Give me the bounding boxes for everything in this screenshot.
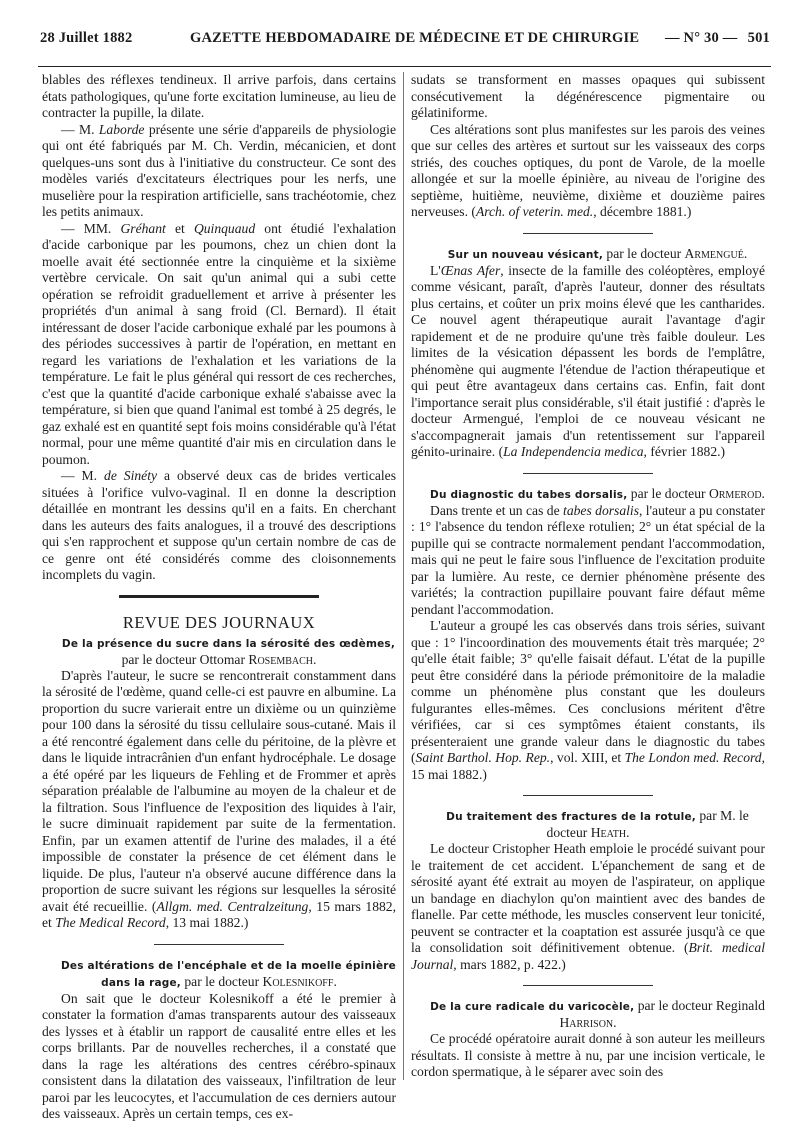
paragraph-text: ont étudié l'exhalation d'acide carbonique par les poumons, chez un chien dont la moelle avait été sectionnée entre la cinquième et la sixième vertèbre cervicale. On sait qu'un animal qui a subi cette opération se refroidit graduellement et arrive à présenter les propriétés d'un animal à sang froid (Cl. Bernard). Il était intéressant de doser l'acide carbonique exhalé par les poumons à des périodes successives à partir de l'opération, en mettant en regard les variations de l'exhalation et les variations de la température. Le fait le plus général qui ressort de ces recherches, c'est que la quantité d'acide carbonique exhalé s'abaisse avec la température, si bien que quand l'animal est tombé à 25 degrés, le gaz exhalé est en quantité sept fois moins considérable qu'à l'état normal, pour une même quantité d'air mis en circulation dans le poumon.	[42, 220, 397, 467]
author-name: Gréhant	[120, 220, 166, 236]
article-title-vesicant	[411, 246, 765, 263]
paragraph-text: , l'auteur a pu constater : 1° l'absence du tendon réflexe rotulien; 2° un état spécial de la pupille qui se contracte normalement pendant l'accommodation, mais qui ne peut le faire sous l'influence de l'excitation produite par la lumière. Au reste, ce dernier phénomène présente des variétés; la contraction pupillaire pouvant faire défaut même pendant l'accommodation.	[411, 502, 765, 617]
right-column	[411, 72, 765, 1081]
article-title-bold: Des altérations de l'encéphale et de la moelle épinière dans la rage,	[61, 959, 396, 989]
article-body-rotule	[411, 841, 765, 973]
species-name: Œnas Afer	[440, 262, 501, 278]
author-name: Laborde	[98, 121, 145, 137]
section-heading-revue: REVUE DES JOURNAUX	[122, 612, 316, 632]
paragraph-text: Dans trente et un cas de	[430, 502, 564, 518]
article-author: Heath	[590, 825, 627, 840]
paragraph-continued: sudats se transforment en masses opaques qui subissent consécutivement la dégénérescence pigmentaire ou gélatiniforme.	[411, 72, 765, 120]
article-title-end: .	[626, 825, 630, 840]
citation: Brit. medical Journal	[411, 940, 765, 972]
citation: The London med. Record	[624, 750, 762, 765]
paragraph-text: , 15 mars 1882, et	[42, 898, 397, 930]
paragraph-text: , mars 1882, p. 422.)	[453, 956, 566, 972]
article-title-end: .	[761, 485, 765, 501]
article-separator	[523, 984, 653, 987]
paragraph-text: L'	[430, 262, 441, 278]
paragraph-alterations	[411, 122, 765, 221]
author-name: Quinquaud	[193, 220, 256, 236]
article-author: Kolesnikoff	[262, 973, 334, 989]
conjunction: et	[165, 220, 194, 236]
article-body-vesicant	[411, 263, 765, 461]
paragraph-text: D'après l'auteur, le sucre se rencontrerait constamment dans la sérosité de l'œdème, quand celle-ci est pauvre en albumine. La proportion du sucre varierait entre un dixième ou un quinzième pour 100 dans la sérosité du tissu cellulaire sous-cutané. Mais il a été rencontré également dans celle du péritoine, de la plèvre et dans le liquide intracrânien d'un enfant hydrocéphale. Le dosage a été opéré par les liqueurs de Fehling et de Frommer et après séparation préalable de l'albumine au moyen de la chaleur et de la filtration. Sous l'influence de l'exposition des liquides à l'air, le sucre diminuait rapidement par suite de la fermentation. Enfin, par un examen attentif de l'urine des malades, il a été impossible de constater la présence de cet élément dans le liquide. De plus, l'auteur n'a observé aucune différence dans la proportion de sucre suivant les régions sur lesquelles la sérosité avait été recueillie. (	[42, 667, 396, 914]
article-separator	[523, 472, 653, 475]
paragraph-text: , 15 mai 1882.)	[411, 750, 765, 782]
citation: La Independencia medica	[503, 444, 644, 459]
article-author: Rosembach	[248, 651, 314, 667]
paragraph-text: , insecte de la famille des coléoptères, employé comme vésicant, paraît, d'après l'auteur, donner des résultats plus certains, et coûter un prix moins élevé que les cantharides. Ce nouvel agent thérapeutique aurait l'avantage d'agir rapidement et de ne produire qu'une très faible douleur. Les limites de la vésication dépassent les bords de l'emplâtre, phénomène qui augmente l'étendue de l'action thérapeutique et qui peut être avantageux dans certains cas. Enfin, fait dont l'importance serait plus considérable, s'il était justifié : d'après le docteur Armengué, l'emploi de ce nouveau vésicant ne s'accompagnerait jamais d'un retentissement sur l'appareil génito-urinaire. (	[411, 262, 765, 459]
citation: Allgm. med. Centralzeitung	[156, 898, 309, 914]
article-title-bold: Du traitement des fractures de la rotule,	[446, 811, 696, 823]
paragraph-continued: blables des réflexes tendineux. Il arrive parfois, dans certains états pathologiques, qu'une forte excitation lumineuse, au lieu de contracter la pupille, la dilate.	[42, 72, 396, 120]
author-name: de Sinéty	[104, 468, 158, 483]
article-separator	[154, 943, 284, 946]
article-body-sucre	[42, 668, 396, 932]
paragraph-laborde	[42, 122, 396, 221]
citation: Arch. of veterin. med.	[475, 204, 594, 219]
article-body-varicocele: Ce procédé opératoire aurait donné à son auteur les meilleurs résultats. Il consiste à mettre à nu, par une incision verticale, le cordon spermatique, à le séparer avec soin des	[411, 1031, 765, 1079]
left-column	[42, 72, 396, 1123]
header-rule	[38, 66, 771, 67]
article-byline: par le docteur Ottomar	[121, 651, 249, 667]
article-title-sucre	[42, 635, 396, 668]
article-title-tabes	[411, 486, 765, 503]
article-author: Armengué	[684, 245, 744, 261]
article-byline: par le docteur Reginald	[634, 998, 765, 1013]
article-title-bold: Du diagnostic du tabes dorsalis,	[430, 488, 628, 501]
article-title-end: .	[743, 245, 748, 261]
section-separator	[119, 594, 319, 599]
article-byline: par M. le docteur	[546, 808, 749, 840]
paragraph-text: , février 1882.)	[643, 444, 726, 459]
article-byline: par le docteur	[603, 245, 685, 261]
citation: Saint Barthol. Hop. Rep.	[415, 750, 551, 765]
paragraph-text: L'auteur a groupé les cas observés dans trois séries, suivant que : 1° l'incoordination des mouvements était très marquée; 2° qu'elle était faible; 3° qu'elle faisait défaut. L'état de la pupille peut être considéré dans la période prémonitoire de la maladie comme un phénomène plus constant que les douleurs fulgurantes elles-mêmes. Ces conclusions méritent d'être vérifiées, car si ces symptômes étaient constants, ils présenteraient une grande valeur dans le diagnostic du tabes (	[411, 618, 765, 765]
article-author: Ormerod	[708, 485, 762, 501]
article-separator	[523, 794, 653, 797]
article-title-varicocele	[411, 998, 765, 1031]
paragraph-text: présente une série d'appareils de physiologie qui ont été fabriqués par M. Ch. Verdin, mécanicien, et dont quelques-uns sont dus à l'initiative du constructeur. Ce sont des modèles variés d'excitateurs électriques pour les nerfs, une muselière pour la respiration artificielle, sans trachéotomie, chez les petits animaux.	[42, 121, 396, 219]
article-title-bold: De la cure radicale du varicocèle,	[430, 1001, 635, 1013]
article-body-tabes-1	[411, 503, 765, 619]
paragraph-text: Le docteur Cristopher Heath emploie le procédé suivant pour le traitement de cet accident. L'épanchement de sang et de sérosité ayant été extrait au moyen de l'aspirateur, on applique un bandage en diachylon qu'on maintient avec des bandes de flanelle. Par cette méthode, les muscles conservent leur tonicité, peuvent se contracter et la coaptation est assurée jusqu'à ce que la consolidation soit définitivement obtenue. (	[411, 841, 765, 955]
article-byline: par le docteur	[180, 973, 263, 989]
paragraph-text: a observé deux cas de brides verticales situées à l'orifice vulvo-vaginal. Il en donne la description détaillée en montrant les dessins qu'il en a faits. En cherchant dans les auteurs des faits analogues, il a trouvé des descriptions qui s'en rapprochent et suppose qu'un certain nombre de cas de ce genre ont été considérés comme des cloisonnements incomplets du vagin.	[42, 468, 396, 582]
header-page-number: 501	[747, 30, 770, 46]
article-title-end: .	[613, 1015, 617, 1030]
header-journal-title: GAZETTE HEBDOMADAIRE DE MÉDECINE ET DE CHIRURGIE	[190, 30, 640, 46]
article-title-bold: Sur un nouveau vésicant,	[447, 248, 604, 261]
article-body-tabes-2	[411, 618, 765, 783]
disease-name: tabes dorsalis	[563, 502, 639, 518]
article-byline: par le docteur	[627, 485, 709, 501]
citation: The Medical Record	[55, 915, 166, 930]
dash-prefix: — M.	[61, 468, 105, 483]
header-date: 28 Juillet 1882	[40, 30, 133, 46]
article-author: Harrison	[559, 1015, 614, 1030]
dash-prefix: — M.	[61, 121, 99, 137]
article-title-bold: De la présence du sucre dans la sérosité des œdèmes,	[61, 637, 396, 650]
article-title-end: .	[333, 973, 337, 989]
header-issue-number: — N° 30 —	[665, 30, 738, 46]
paragraph-text: , vol. XIII, et	[550, 750, 625, 765]
running-header	[40, 30, 770, 54]
article-title-rage	[42, 957, 396, 991]
article-separator	[523, 232, 653, 235]
article-body-rage: On sait que le docteur Kolesnikoff a été le premier à constater la formation d'amas transparents autour des vaisseaux des lysses et à établir un rapport de causalité entre elles et les corps brillants. Par de nouvelles recherches, il a constaté que dans la rage les altérations des centres cérébro-spinaux consistent dans la dilatation des vaisseaux, l'infiltration de leur paroi par les leucocytes, et l'accumulation de ces derniers autour des vaisseaux. Après un certain temps, ces ex-	[42, 990, 396, 1121]
article-title-end: .	[313, 651, 317, 667]
column-divider	[403, 72, 404, 1080]
paragraph-grehant-quinquaud	[42, 221, 396, 469]
paragraph-text: Ces altérations sont plus manifestes sur les parois des veines que sur celles des artères et surtout sur les vaisseaux des corps striés, des couches optiques, du pont de Varole, de la moelle allongée et sur la moelle épinière, au niveau de l'origine des septième, huitième, neuvième, dixième et douzième paires nerveuses. (	[411, 121, 765, 219]
article-title-rotule	[411, 808, 765, 841]
paragraph-text: , 13 mai 1882.)	[165, 915, 249, 930]
paragraph-text: , décembre 1881.)	[593, 204, 692, 219]
paragraph-de-sinety	[42, 468, 396, 584]
dash-prefix: — MM.	[61, 220, 121, 236]
